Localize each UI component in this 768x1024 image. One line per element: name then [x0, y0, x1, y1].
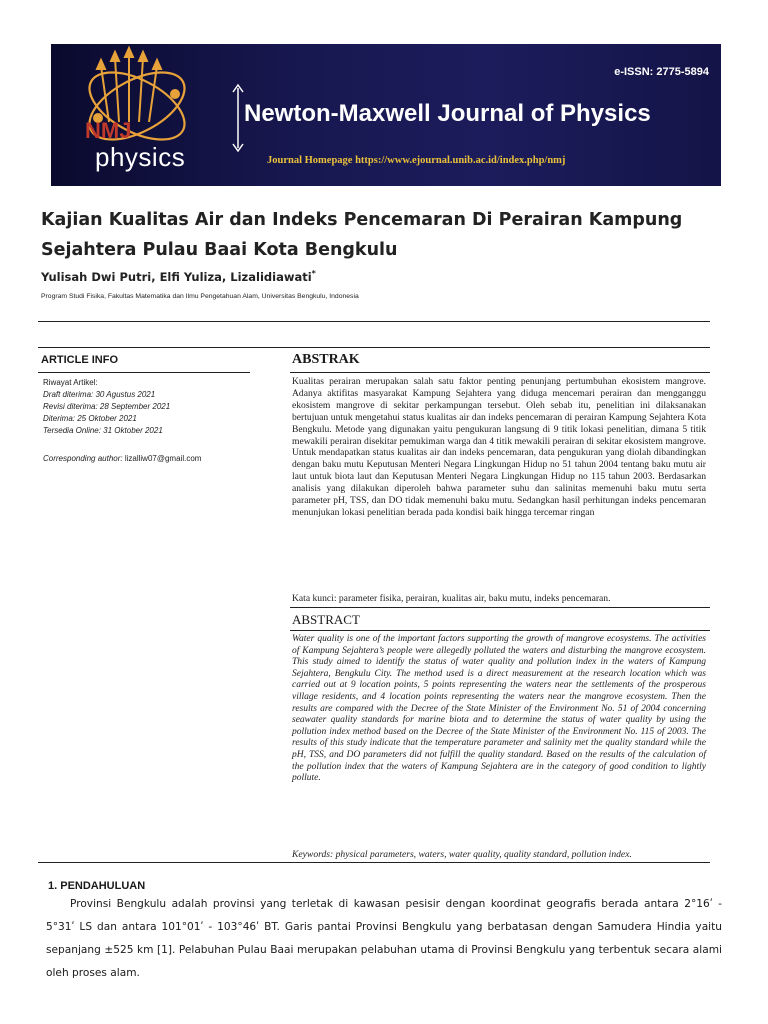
divider-top	[38, 321, 710, 322]
abstrak-heading: ABSTRAK	[292, 352, 360, 367]
corresponding-author	[43, 453, 253, 465]
eissn: e-ISSN: 2775-5894	[614, 66, 709, 78]
kata-kunci: Kata kunci: parameter fisika, perairan, kualitas air, baku mutu, indeks pencemaran.	[292, 593, 611, 604]
corresponding-email[interactable]: lizalliw07@gmail.com	[124, 454, 202, 463]
date-received: Draft diterima: 30 Agustus 2021	[43, 390, 156, 399]
date-revised: Revisi diterima: 28 September 2021	[43, 402, 171, 411]
nmj-letters: NMJ	[85, 118, 132, 143]
keywords: Keywords: physical parameters, waters, water quality, quality standard, pollution index.	[292, 849, 632, 860]
date-accepted: Diterima: 25 Oktober 2021	[43, 414, 137, 423]
date-online: Tersedia Online: 31 Oktober 2021	[43, 426, 163, 435]
article-info-heading: ARTICLE INFO	[41, 354, 118, 366]
corresponding-label: Corresponding author:	[43, 454, 123, 463]
divider-abstrak	[290, 372, 710, 373]
article-title: Kajian Kualitas Air dan Indeks Pencemaran Di Perairan Kampung Sejahtera Pulau Baai Kota Bengkulu	[41, 210, 683, 260]
journal-logo	[51, 44, 231, 186]
abstrak-text: Kualitas perairan merupakan salah satu faktor penting penunjang pertumbuhan ekosistem mangrove. Adanya aktifitas masyarakat Kampung Sejahtera yang diduga mencemari perairan dan mengganggu ekosistem mangrove di sekitar perkampungan tersebut. Oleh sebab itu, penelitian ini dilaksanakan bertujuan untuk mengetahui status kualitas air dan indeks pencemaran di perairan Kampung Sejahtera Kota Bengkulu. Metode yang digunakan yaitu pengukuran langsung di 9 titik lokasi penelitian, dimana 5 titik mewakili perairan disekitar pemukiman warga dan 4 titik mewakili perairan di sekitar ekosistem mangrove. Untuk mendapatkan status kualitas air dan indeks pencemaran, data pengukuran yang diolah dibandingkan dengan baku mutu Keputusan Menteri Negara Lingkungan Hidup no 51 tahun 2004 tentang baku mutu air laut untuk biota laut dan Keputusan Menteri Negara Lingkungan Hidup no 115 tahun 2003. Berdasarkan analisis yang dilakukan diperoleh bahwa parameter suhu dan salinitas memenuhi baku mutu serta parameter pH, TSS, dan DO tidak memenuhi baku mutu. Sedangkan hasil perhitungan indeks pencemaran menunjukan lokasi penelitian berada pada kondisi baik hingga tercemar ringan	[292, 376, 706, 518]
divider-bottom	[38, 862, 710, 863]
journal-banner	[51, 44, 721, 186]
author-mark: *	[311, 269, 316, 278]
author-list	[41, 269, 316, 284]
divider-abstract-top	[290, 607, 710, 608]
authors-names: Yulisah Dwi Putri, Elfi Yuliza, Lizalidiawati	[41, 269, 312, 284]
divider-abstract	[290, 630, 710, 631]
divider-info	[38, 372, 250, 373]
intro-paragraph: Provinsi Bengkulu adalah provinsi yang terletak di kawasan pesisir dengan koordinat geografis berada antara 2°16ʹ - 5°31ʹ LS dan antara 101°01ʹ - 103°46ʹ BT. Garis pantai Provinsi Bengkulu yang berbatasan dengan Samudera Hindia yaitu sepanjang ±525 km [1]. Pelabuhan Pulau Baai merupakan pelabuhan utama di Provinsi Bengkulu yang terbentuk secara alami oleh proses alam.	[46, 898, 722, 979]
divider-section	[38, 347, 710, 348]
section-heading-pendahuluan: 1. PENDAHULUAN	[48, 880, 146, 892]
history-label: Riwayat Artikel:	[43, 378, 98, 387]
journal-title: Newton-Maxwell Journal of Physics	[244, 100, 651, 127]
affiliation: Program Studi Fisika, Fakultas Matematika dan Ilmu Pengetahuan Alam, Universitas Bengkulu, Indonesia	[41, 293, 359, 300]
double-arrow-icon	[231, 82, 245, 154]
article-history	[43, 377, 253, 465]
abstract-text: Water quality is one of the important factors supporting the growth of mangrove ecosystems. The activities of Kampung Sejahtera’s people were allegedly polluted the waters and disturbing the mangrove ecosystem. This study aimed to identify the status of water quality and pollution index in the waters of Kampung Sejahtera, Bengkulu City. The method used is a direct measurement at the research location which was carried out at 9 location points, 5 points representing the waters near the settlements of the prosperous village residents, and 4 location points representing the waters near the mangrove ecosystem. Then the results are compared with the Decree of the State Minister of the Environment No. 51 of 2004 concerning seawater quality standards for marine biota and to determine the status of water quality by using the pollution index method based on the Decree of the State Minister of the Environment No. 115 of 2003. The results of this study indicate that the temperature parameter and salinity met the quality standard while the pH, TSS, and DO parameters did not fulfill the quality standard. Based on the results of the calculation of the pollution index that the waters of Kampung Sejahtera are in the category of good condition to lightly pollute.	[292, 634, 706, 784]
journal-homepage-link[interactable]: Journal Homepage https://www.ejournal.unib.ac.id/index.php/nmj	[267, 155, 566, 166]
abstract-heading: ABSTRACT	[292, 612, 360, 627]
logo-word: physics	[95, 142, 186, 172]
